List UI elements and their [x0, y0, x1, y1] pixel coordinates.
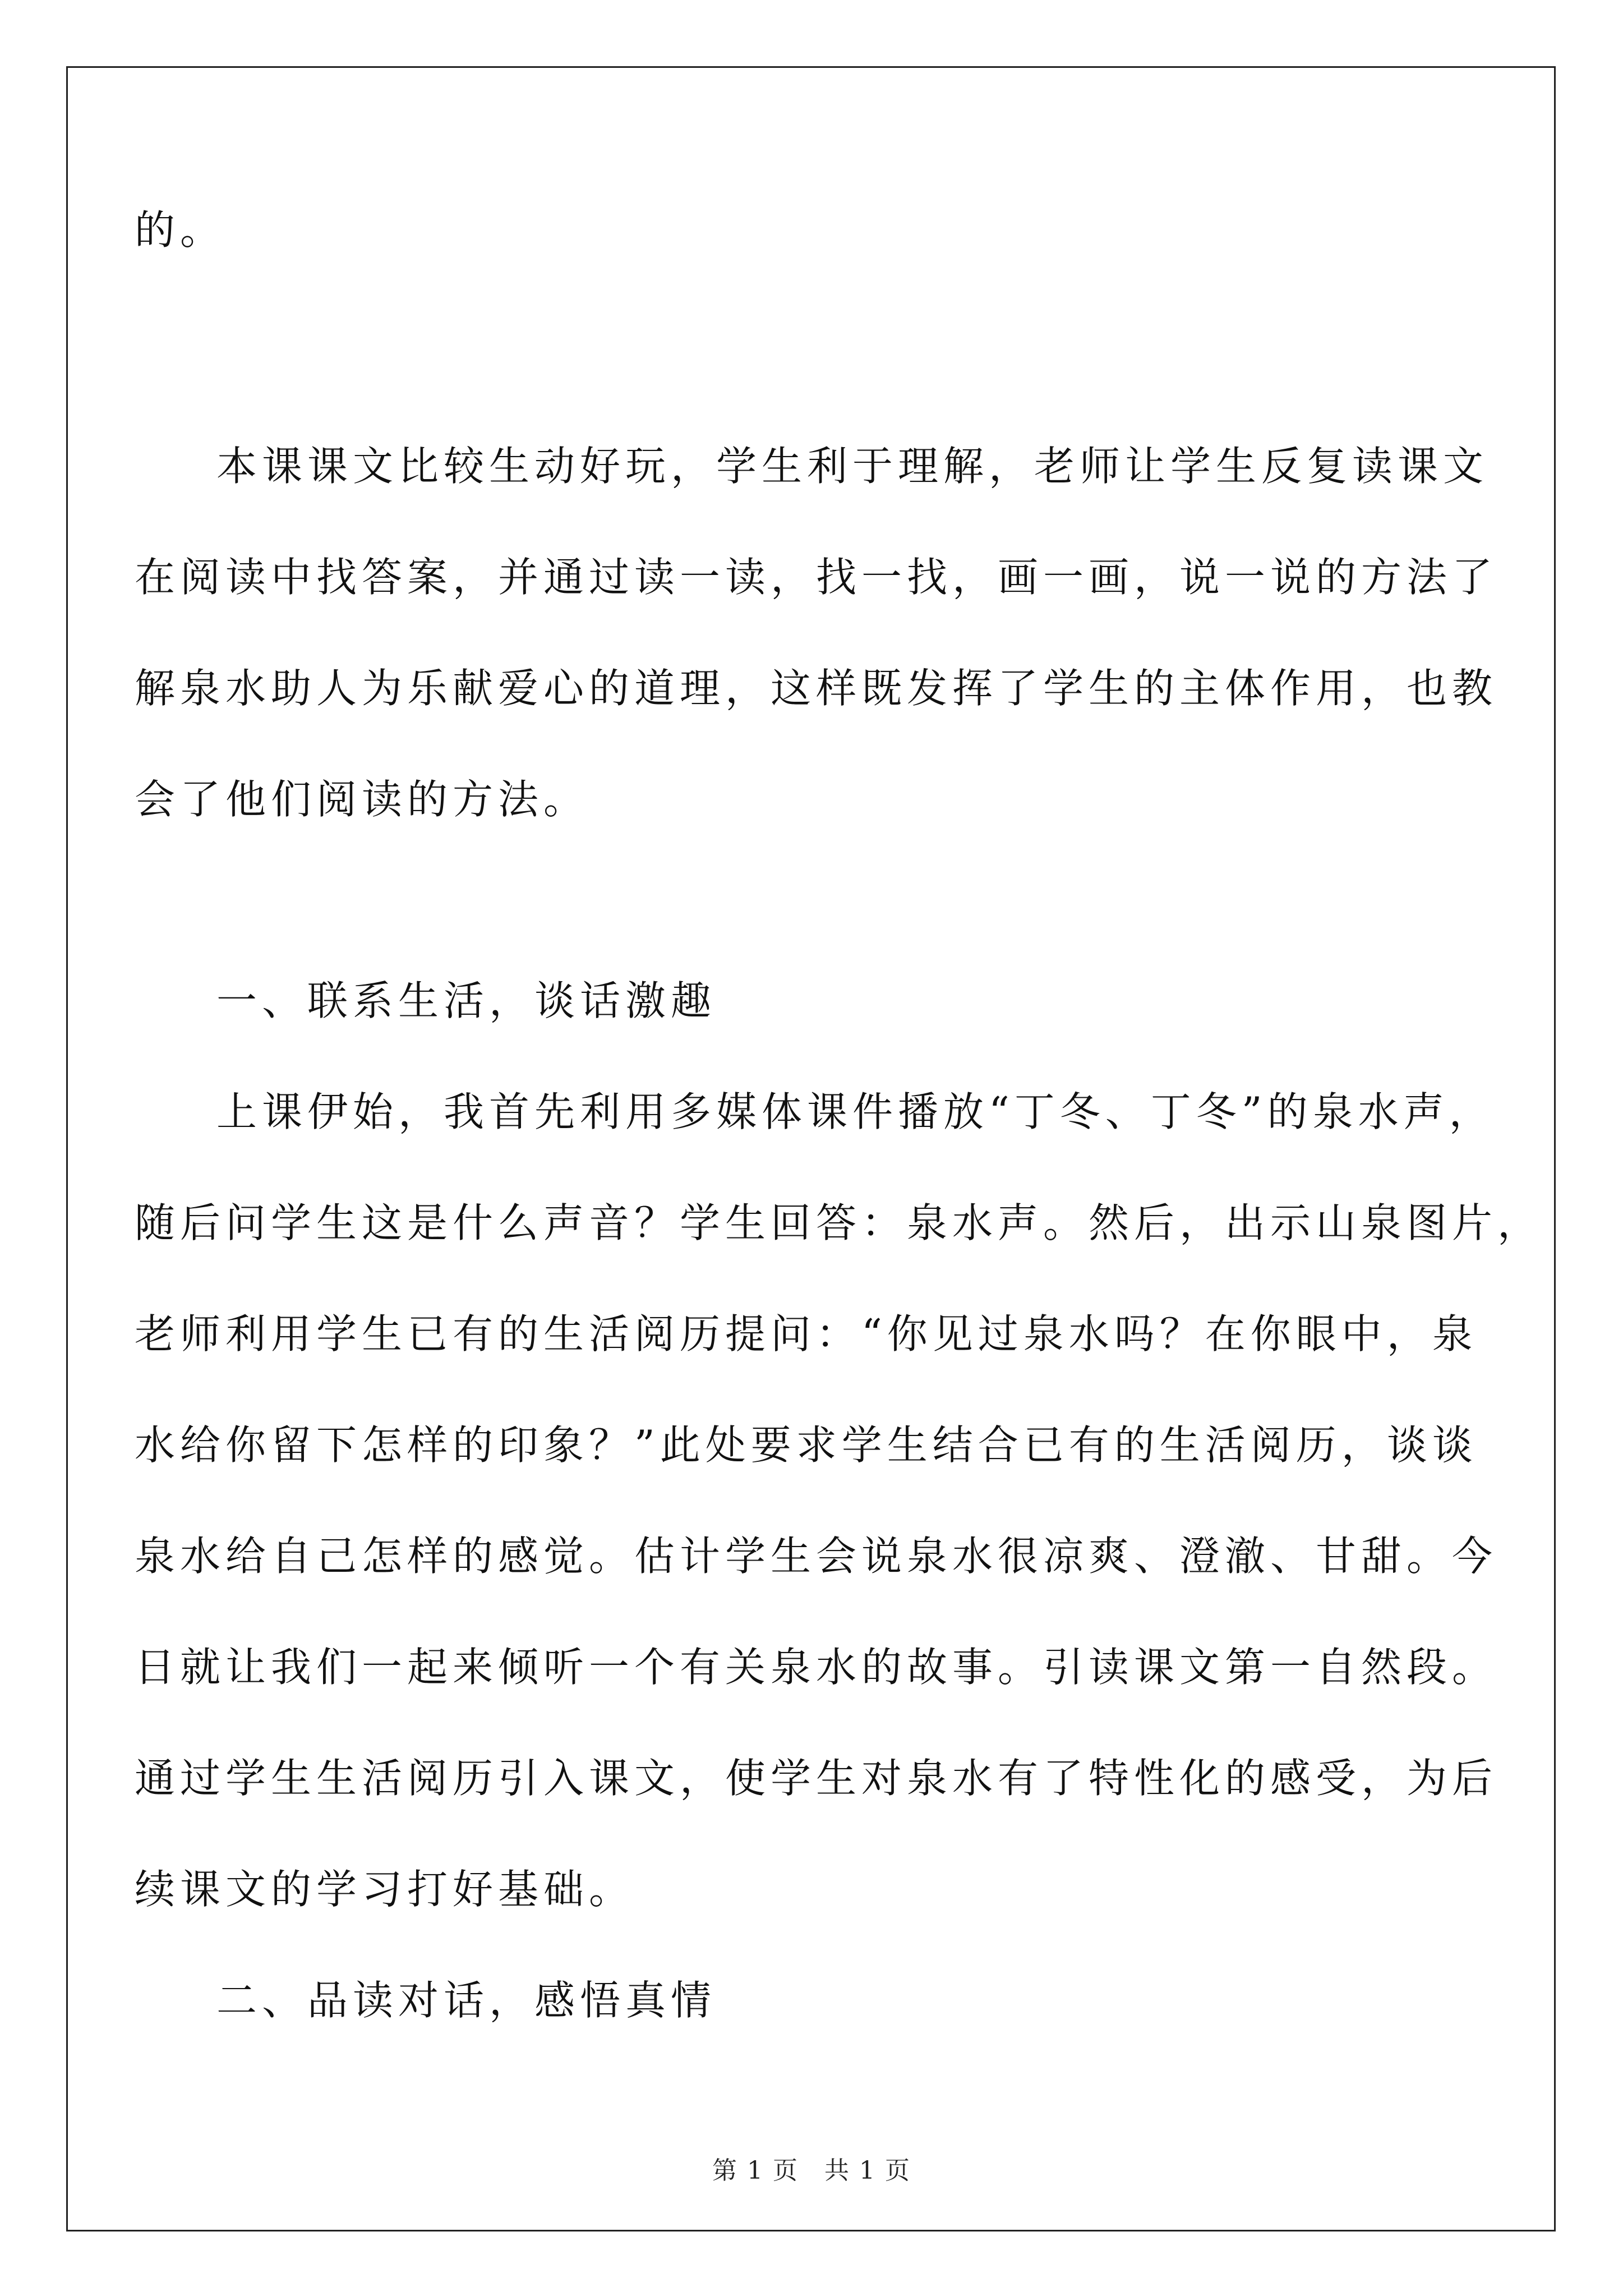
text-line: 日就让我们一起来倾听一个有关泉水的故事。引读课文第一自然段。	[135, 1644, 1498, 1691]
text-line: 老师利用学生已有的生活阅历提问：“你见过泉水吗？在你眼中，泉	[135, 1310, 1478, 1358]
text-line: 在阅读中找答案，并通过读一读，找一找，画一画，说一说的方法了	[135, 554, 1498, 601]
section-heading: 一、联系生活，谈话激趣	[216, 977, 717, 1024]
text-line: 解泉水助人为乐献爱心的道理，这样既发挥了学生的主体作用，也教	[135, 665, 1498, 712]
text-line: 通过学生生活阅历引入课文，使学生对泉水有了特性化的感受，为后	[135, 1755, 1498, 1802]
text-line: 泉水给自己怎样的感觉。估计学生会说泉水很凉爽、澄澈、甘甜。今	[135, 1533, 1498, 1580]
text-line: 会了他们阅读的方法。	[135, 776, 589, 823]
page-number-footer: 第 1 页 共 1 页	[712, 2156, 911, 2185]
text-line: 随后问学生这是什么声音？学生回答：泉水声。然后，出示山泉图片，	[135, 1199, 1543, 1246]
text-line: 续课文的学习打好基础。	[135, 1866, 635, 1913]
text-line: 水给你留下怎样的印象？”此处要求学生结合已有的生活阅历，谈谈	[135, 1421, 1478, 1469]
text-line: 本课课文比较生动好玩，学生利于理解，老师让学生反复读课文	[216, 443, 1489, 490]
text-line: 的。	[135, 206, 226, 254]
text-line: 上课伊始，我首先利用多媒体课件播放“丁冬、丁冬”的泉水声，	[216, 1088, 1495, 1135]
section-heading: 二、品读对话，感悟真情	[216, 1977, 717, 2024]
